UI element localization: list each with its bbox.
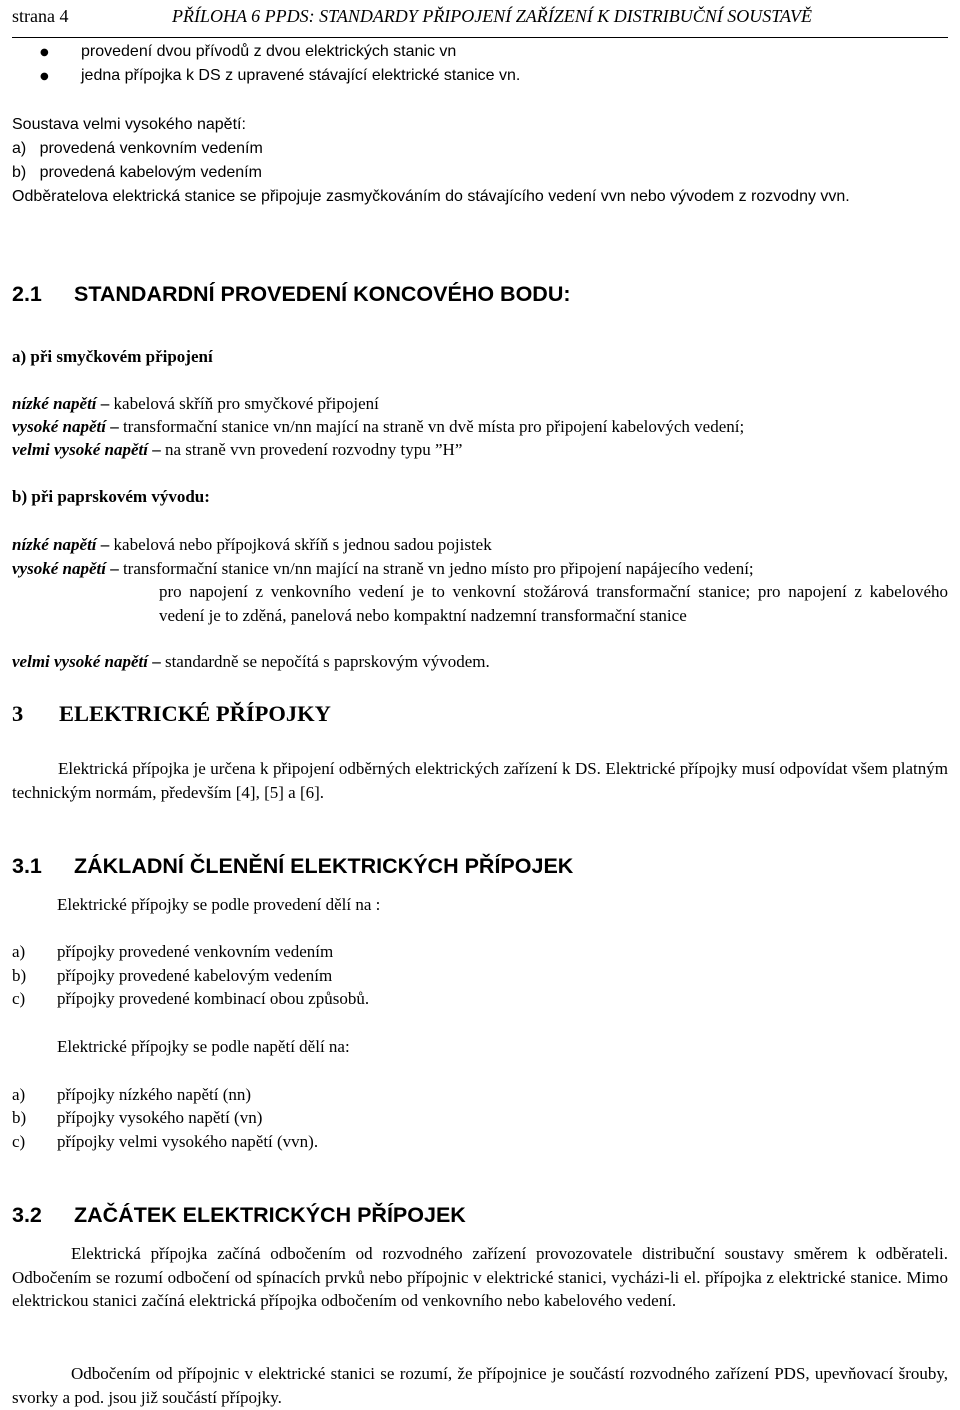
definition-row — [12, 416, 744, 437]
definition-dash: – — [96, 394, 114, 413]
section-title: ZAČÁTEK ELEKTRICKÝCH PŘÍPOJEK — [74, 1203, 466, 1227]
vvn-item-b: b) provedená kabelovým vedením — [12, 164, 262, 181]
section-title: ZÁKLADNÍ ČLENĚNÍ ELEKTRICKÝCH PŘÍPOJEK — [74, 854, 574, 878]
section-title: ELEKTRICKÉ PŘÍPOJKY — [59, 701, 331, 726]
list-marker: b) — [12, 1108, 27, 1127]
definition-term: nízké napětí — [12, 535, 97, 554]
list-marker: a) — [12, 1085, 26, 1104]
definition-row — [12, 651, 490, 672]
vvn-heading: Soustava velmi vysokého napětí: — [12, 116, 246, 133]
list-marker: b) — [12, 966, 27, 985]
section-title: STANDARDNÍ PROVEDENÍ KONCOVÉHO BODU: — [74, 282, 571, 306]
definition-term: nízké napětí — [12, 394, 97, 413]
definition-continuation: pro napojení z venkovního vedení je to venkovní stožárová transformační stanice; pro napojení z kabelového vedení je to zděná, panelová nebo kompaktní nadzemní transformační stanice — [159, 582, 948, 625]
list-item: přípojky velmi vysokého napětí (vvn). — [57, 1132, 319, 1151]
subheading-b: b) při paprskovém vývodu: — [12, 487, 210, 506]
page-number: strana 4 — [12, 6, 69, 26]
bullet-dot: ● — [40, 71, 49, 82]
definition-row — [12, 393, 379, 414]
definition-row — [12, 439, 462, 460]
header-divider — [12, 37, 948, 38]
definition-dash: – — [105, 559, 123, 578]
vvn-item-a: a) provedená venkovním vedením — [12, 140, 263, 157]
bullet-item: provedení dvou přívodů z dvou elektrických stanic vn — [81, 43, 457, 60]
definition-text: kabelová nebo přípojková skříň s jednou sadou pojistek — [113, 535, 492, 554]
list-item: přípojky vysokého napětí (vn) — [57, 1108, 263, 1127]
definition-term: velmi vysoké napětí — [12, 652, 148, 671]
definition-text: transformační stanice vn/nn mající na straně vn dvě místa pro připojení kabelových vedení; — [122, 417, 745, 436]
list-marker: a) — [12, 942, 26, 961]
list-item: přípojky provedené kabelovým vedením — [57, 966, 333, 985]
definition-text: kabelová skříň pro smyčkové připojení — [113, 394, 379, 413]
section-paragraph: Elektrická přípojka je určena k připojení odběrných elektrických zařízení k DS. Elektrické přípojky musí odpovídat všem platným technickým normám, především [4], [5] a [6]. — [12, 759, 948, 802]
definition-row — [12, 558, 754, 579]
list-marker: c) — [12, 1132, 26, 1151]
subheading-a: a) při smyčkovém připojení — [12, 347, 213, 366]
document-header-title: PŘÍLOHA 6 PPDS: STANDARDY PŘIPOJENÍ ZAŘÍZENÍ K DISTRIBUČNÍ SOUSTAVĚ — [172, 6, 813, 26]
bullet-item: jedna přípojka k DS z upravené stávající elektrické stanice vn. — [81, 67, 521, 84]
definition-term: velmi vysoké napětí — [12, 440, 148, 459]
definition-dash: – — [147, 440, 165, 459]
vvn-paragraph: Odběratelova elektrická stanice se připojuje zasmyčkováním do stávajícího vedení vvn nebo vývodem z rozvodny vvn. — [12, 188, 850, 205]
definition-dash: – — [147, 652, 165, 671]
section-paragraph: Odbočením od přípojnic v elektrické stanici se rozumí, že přípojnice je součástí rozvodného zařízení PDS, upevňovací šrouby, svorky a pod. jsou již součástí přípojky. — [12, 1364, 948, 1407]
definition-term: vysoké napětí — [12, 559, 106, 578]
section-number: 2.1 — [12, 282, 42, 306]
section-paragraph: Elektrická přípojka začíná odbočením od rozvodného zařízení provozovatele distribuční soustavy směrem k odběrateli. Odbočením se rozumí odbočení od spínacích prvků nebo přípojnic v elektrické stanici, vycházi-li el. přípojka z elektrické stanice. Mimo elektrickou stanici začíná elektrická přípojka odbočením od venkovního nebo kabelového vedení. — [12, 1244, 948, 1310]
list-item: přípojky provedené kombinací obou způsobů. — [57, 989, 370, 1008]
list-item: přípojky provedené venkovním vedením — [57, 942, 334, 961]
definition-row — [12, 534, 492, 555]
definition-term: vysoké napětí — [12, 417, 106, 436]
section-number: 3.1 — [12, 854, 42, 878]
definition-text: na straně vvn provedení rozvodny typu ”H” — [164, 440, 463, 459]
definition-text: standardně se nepočítá s paprskovým vývodem. — [164, 652, 490, 671]
definition-dash: – — [96, 535, 114, 554]
list-intro: Elektrické přípojky se podle provedení dělí na : — [57, 895, 381, 914]
list-intro: Elektrické přípojky se podle napětí dělí na: — [57, 1037, 350, 1056]
section-number: 3 — [12, 701, 24, 726]
list-item: přípojky nízkého napětí (nn) — [57, 1085, 252, 1104]
bullet-dot: ● — [40, 47, 49, 58]
list-marker: c) — [12, 989, 26, 1008]
definition-dash: – — [105, 417, 123, 436]
section-number: 3.2 — [12, 1203, 42, 1227]
definition-text: transformační stanice vn/nn mající na straně vn jedno místo pro připojení napájecího vedení; — [122, 559, 754, 578]
